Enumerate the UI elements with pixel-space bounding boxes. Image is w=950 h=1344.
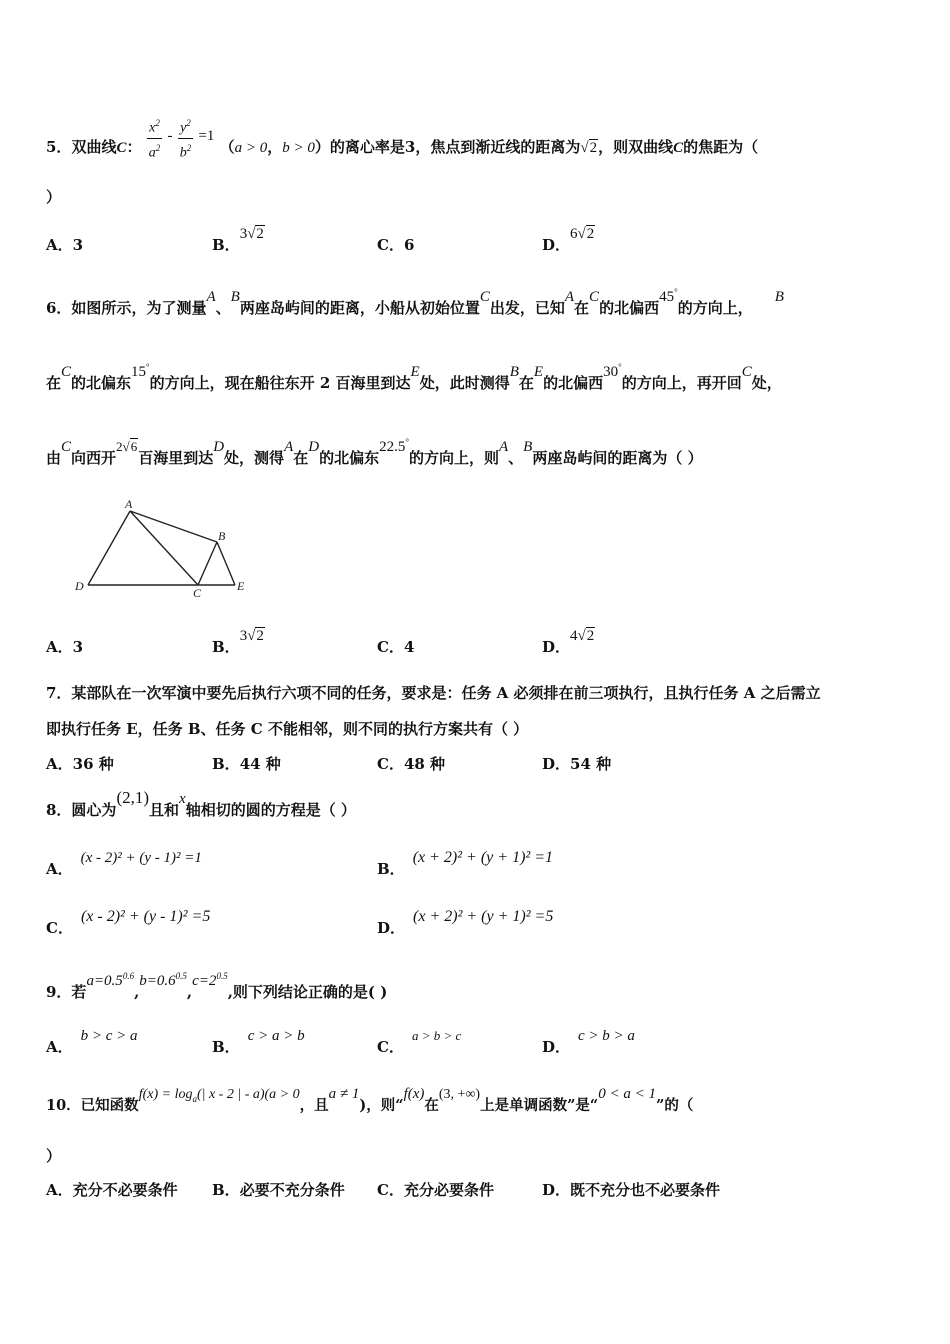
q6-line1: 6．如图所示，为了测量A、B两座岛屿间的距离，小船从初始位置C出发，已知A在C的北偏西45°的方向上，B [46,287,784,317]
q7-option-b[interactable]: B．44 种 [212,755,281,773]
q5-option-b[interactable]: B．3√2 [212,226,264,254]
label-b: B [218,529,226,543]
label-d: D [75,579,84,593]
q6-line3: 由C向西开2√6百海里到达D处，测得A在D的北偏东22.5°的方向上，则A、B两座岛屿间的距离为（ ） [46,437,703,467]
q9-stem: 9．若$a=0.5^{0.6},b=0.6^{0.5},c=2^{0.5}$,则下列结论正确的是( ) [46,971,388,1001]
q5-frac-y: $\frac{y^2}{b^2}$ [178,114,194,162]
q10-option-b[interactable]: B．必要不充分条件 [212,1181,345,1199]
q5-option-d[interactable]: D．6√2 [542,226,595,254]
q5-close: ） [46,188,62,206]
q5-sqrt: √2 [580,140,598,157]
line-bc [198,542,217,585]
line-be [217,542,235,585]
q6-option-b[interactable]: B．3√2 [212,628,264,656]
label-e: E [237,579,245,593]
q10-close: ） [46,1147,62,1165]
q5-option-a[interactable]: A．3 [46,236,84,254]
q9-option-d[interactable]: D．c > b > a [542,1028,635,1056]
q7-option-c[interactable]: C．48 种 [377,755,446,773]
q8-stem: 8．圆心为(2,1)且和x轴相切的圆的方程是（ ） [46,788,356,819]
q6-option-d[interactable]: D．4√2 [542,628,595,656]
q9-option-c[interactable]: C．a > b > c [377,1028,462,1056]
q6-line2: 在C的北偏东15°的方向上，现在船往东开 2 百海里到达E处，此时测得B在E的北偏西30°的方向上，再开回C处， [46,362,782,392]
q8-option-a[interactable]: A．(x - 2)² + (y - 1)² =1 [46,850,202,878]
q7-line1: 7．某部队在一次军演中要先后执行六项不同的任务，要求是：任务 A 必须排在前三项执行，且执行任务 A 之后需立 [46,684,821,702]
q7-line2: 即执行任务 E，任务 B、任务 C 不能相邻，则不同的执行方案共有（ ） [46,720,529,738]
q9-option-b[interactable]: B．c > a > b [212,1028,305,1056]
q5-stem: 5．双曲线C： $\frac{x^2}{a^2}$ - $\frac{y^2}{b^2}$ =1 （a > 0，b > 0）的离心率是3，焦点到渐近线的距离为√2，则双曲线C的焦距为（ [46,124,758,172]
q7-option-d[interactable]: D．54 种 [542,755,612,773]
label-c: C [193,586,202,600]
q10-stem: 10．已知函数$f(x) = \log_a(|$ x - 2 | - a)(a > 0，且a ≠ 1)，则“f(x)在(3, +∞)上是单调函数”是“0 < a < 1”的（ [46,1086,694,1114]
line-da [88,511,130,585]
q8-option-b[interactable]: B．(x + 2)² + (y + 1)² =1 [377,849,553,878]
line-ab [130,511,217,542]
q10-option-d[interactable]: D．既不充分也不必要条件 [542,1181,721,1199]
q5-option-c[interactable]: C．6 [377,236,415,254]
q10-option-c[interactable]: C．充分必要条件 [377,1181,494,1199]
q7-option-a[interactable]: A．36 种 [46,755,114,773]
q9-option-a[interactable]: A．b > c > a [46,1028,138,1056]
q8-option-d[interactable]: D．(x + 2)² + (y + 1)² =5 [377,908,554,937]
q10-option-a[interactable]: A．充分不必要条件 [46,1181,178,1199]
line-ac [130,511,198,585]
q6-diagram [72,496,262,600]
q6-option-c[interactable]: C．4 [377,638,415,656]
q8-option-c[interactable]: C．(x - 2)² + (y - 1)² =5 [46,908,211,937]
q6-option-a[interactable]: A．3 [46,638,84,656]
label-a: A [125,497,133,511]
q5-frac-x: $\frac{x^2}{a^2}$ [147,114,163,162]
